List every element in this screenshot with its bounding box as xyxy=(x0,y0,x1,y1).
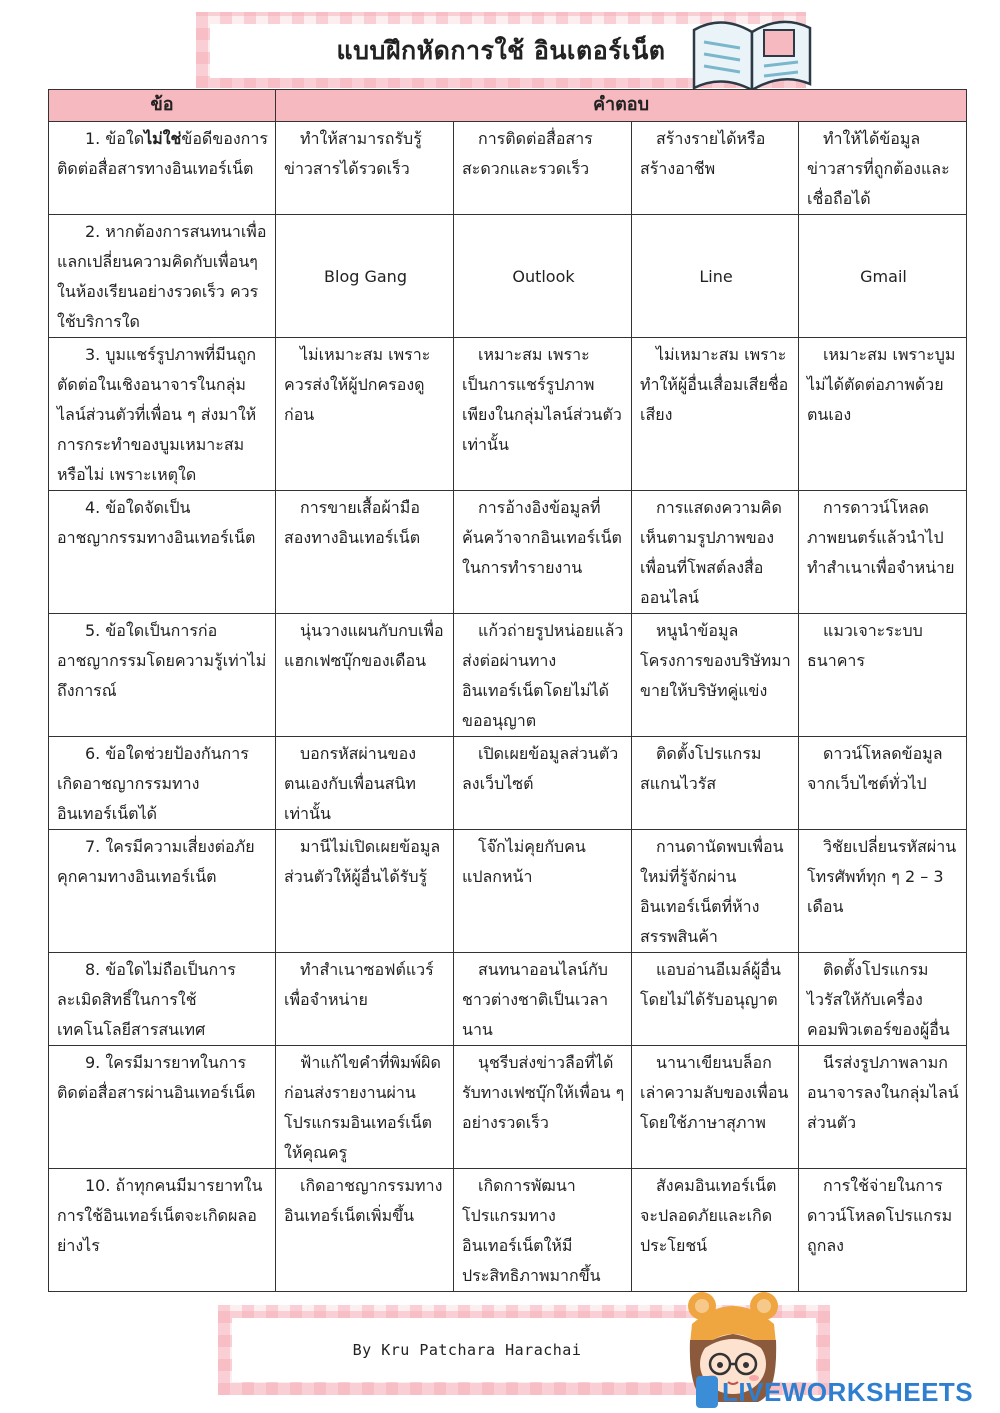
answer-option[interactable]: นุชรีบส่งข่าวลือที่ได้รับทางเฟซบุ๊กให้เพื่อน ๆ อย่างรวดเร็ว xyxy=(454,1046,632,1169)
answer-option[interactable]: Blog Gang xyxy=(276,215,454,338)
header-answer: คำตอบ xyxy=(276,90,967,122)
answer-option[interactable]: ดาวน์โหลดข้อมูลจากเว็บไซต์ทั่วไป xyxy=(799,737,967,830)
answer-option[interactable]: ไม่เหมาะสม เพราะควรส่งให้ผู้ปกครองดูก่อน xyxy=(276,338,454,491)
table-row xyxy=(49,1169,967,1292)
answer-option[interactable]: สังคมอินเทอร์เน็ตจะปลอดภัยและเกิดประโยชน์ xyxy=(632,1169,799,1292)
answer-option[interactable]: ติดตั้งโปรแกรมสแกนไวรัส xyxy=(632,737,799,830)
question-2: 2. หากต้องการสนทนาเพื่อแลกเปลี่ยนความคิดกับเพื่อนๆ ในห้องเรียนอย่างรวดเร็ว ควรใช้บริการใด xyxy=(49,215,276,338)
answer-option[interactable]: แก้วถ่ายรูปหน่อยแล้วส่งต่อผ่านทางอินเทอร์เน็ตโดยไม่ได้ขออนุญาต xyxy=(454,614,632,737)
answer-option[interactable]: นานาเขียนบล็อกเล่าความลับของเพื่อนโดยใช้ภาษาสุภาพ xyxy=(632,1046,799,1169)
question-3: 3. บูมแชร์รูปภาพที่มีนถูกตัดต่อในเชิงอนาจารในกลุ่มไลน์ส่วนตัวที่เพื่อน ๆ ส่งมาให้ การกระทำของบูมเหมาะสมหรือไม่ เพราะเหตุใด xyxy=(49,338,276,491)
answer-option[interactable]: การแสดงความคิดเห็นตามรูปภาพของเพื่อนที่โพสต์ลงสื่อออนไลน์ xyxy=(632,491,799,614)
question-1-emphasis: ไม่ใช่ xyxy=(144,129,182,148)
table-header-row xyxy=(49,90,967,122)
answer-option[interactable]: บอกรหัสผ่านของตนเองกับเพื่อนสนิทเท่านั้น xyxy=(276,737,454,830)
answer-option[interactable]: ฟ้าแก้ไขคำที่พิมพ์ผิดก่อนส่งรายงานผ่านโปรแกรมอินเทอร์เน็ตให้คุณครู xyxy=(276,1046,454,1169)
answer-option[interactable]: นีรส่งรูปภาพลามกอนาจารลงในกลุ่มไลน์ส่วนตัว xyxy=(799,1046,967,1169)
liveworksheets-watermark xyxy=(696,1374,996,1410)
answer-option[interactable]: เกิดการพัฒนาโปรแกรมทางอินเทอร์เน็ตให้มีประสิทธิภาพมากขึ้น xyxy=(454,1169,632,1292)
answer-option[interactable]: Line xyxy=(632,215,799,338)
question-1-suffix: ข้อดีของการติดต่อสื่อสารทางอินเทอร์เน็ต xyxy=(57,129,268,178)
quiz-table xyxy=(48,89,967,1292)
answer-option[interactable]: วิชัยเปลี่ยนรหัสผ่านโทรศัพท์ทุก ๆ 2 – 3 เดือน xyxy=(799,830,967,953)
answer-option[interactable]: แอบอ่านอีเมล์ผู้อื่นโดยไม่ได้รับอนุญาต xyxy=(632,953,799,1046)
answer-option[interactable]: ทำให้ได้ข้อมูลข่าวสารที่ถูกต้องและเชื่อถือได้ xyxy=(799,122,967,215)
answer-option[interactable]: มานีไม่เปิดเผยข้อมูลส่วนตัวให้ผู้อื่นได้รับรู้ xyxy=(276,830,454,953)
answer-option[interactable]: Outlook xyxy=(454,215,632,338)
answer-option[interactable]: สนทนาออนไลน์กับชาวต่างชาติเป็นเวลานาน xyxy=(454,953,632,1046)
table-row xyxy=(49,338,967,491)
table-row xyxy=(49,491,967,614)
answer-option[interactable]: ไม่เหมาะสม เพราะทำให้ผู้อื่นเสื่อมเสียชื่อเสียง xyxy=(632,338,799,491)
answer-option[interactable]: การขายเสื้อผ้ามือสองทางอินเทอร์เน็ต xyxy=(276,491,454,614)
page-title: แบบฝึกหัดการใช้ อินเตอร์เน็ต xyxy=(336,36,666,65)
question-6: 6. ข้อใดช่วยป้องกันการเกิดอาชญากรรมทางอินเทอร์เน็ตได้ xyxy=(49,737,276,830)
answer-option[interactable]: ทำสำเนาซอฟต์แวร์เพื่อจำหน่าย xyxy=(276,953,454,1046)
question-8: 8. ข้อใดไม่ถือเป็นการละเมิดสิทธิ์ในการใช้เทคโนโลยีสารสนเทศ xyxy=(49,953,276,1046)
question-5: 5. ข้อใดเป็นการก่ออาชญากรรมโดยความรู้เท่าไม่ถึงการณ์ xyxy=(49,614,276,737)
answer-option[interactable]: การดาวน์โหลดภาพยนตร์แล้วนำไปทำสำเนาเพื่อจำหน่าย xyxy=(799,491,967,614)
answer-option[interactable]: แมวเจาะระบบธนาคาร xyxy=(799,614,967,737)
question-9: 9. ใครมีมารยาทในการติดต่อสื่อสารผ่านอินเทอร์เน็ต xyxy=(49,1046,276,1169)
answer-option[interactable]: การใช้จ่ายในการดาวน์โหลดโปรแกรมถูกลง xyxy=(799,1169,967,1292)
table-row xyxy=(49,215,967,338)
answer-option[interactable]: กานดานัดพบเพื่อนใหม่ที่รู้จักผ่านอินเทอร์เน็ตที่ห้างสรรพสินค้า xyxy=(632,830,799,953)
answer-option[interactable]: ติดตั้งโปรแกรมไวรัสให้กับเครื่องคอมพิวเตอร์ของผู้อื่น xyxy=(799,953,967,1046)
table-row xyxy=(49,122,967,215)
answer-option[interactable]: หนูนำข้อมูลโครงการของบริษัทมาขายให้บริษัทคู่แข่ง xyxy=(632,614,799,737)
answer-option[interactable]: เปิดเผยข้อมูลส่วนตัวลงเว็บไซต์ xyxy=(454,737,632,830)
answer-option[interactable]: เหมาะสม เพราะบูมไม่ได้ตัดต่อภาพด้วยตนเอง xyxy=(799,338,967,491)
table-row xyxy=(49,737,967,830)
answer-option[interactable]: โจ๊กไม่คุยกับคนแปลกหน้า xyxy=(454,830,632,953)
table-row xyxy=(49,953,967,1046)
question-1 xyxy=(49,122,276,215)
answer-option[interactable]: เกิดอาชญากรรมทางอินเทอร์เน็ตเพิ่มขึ้น xyxy=(276,1169,454,1292)
table-row xyxy=(49,614,967,737)
question-7: 7. ใครมีความเสี่ยงต่อภัยคุกคามทางอินเทอร์เน็ต xyxy=(49,830,276,953)
header-item: ข้อ xyxy=(49,90,276,122)
answer-option[interactable]: เหมาะสม เพราะเป็นการแชร์รูปภาพเพียงในกลุ่มไลน์ส่วนตัวเท่านั้น xyxy=(454,338,632,491)
question-4: 4. ข้อใดจัดเป็นอาชญากรรมทางอินเทอร์เน็ต xyxy=(49,491,276,614)
table-row xyxy=(49,830,967,953)
answer-option[interactable]: สร้างรายได้หรือสร้างอาชีพ xyxy=(632,122,799,215)
question-1-prefix: 1. ข้อใด xyxy=(85,129,145,148)
answer-option[interactable]: การติดต่อสื่อสารสะดวกและรวดเร็ว xyxy=(454,122,632,215)
liveworksheets-logo-icon xyxy=(696,1376,718,1408)
answer-option[interactable]: การอ้างอิงข้อมูลที่ค้นคว้าจากอินเทอร์เน็ตในการทำรายงาน xyxy=(454,491,632,614)
watermark-text: LIVEWORKSHEETS xyxy=(722,1376,974,1407)
author-credit: By Kru Patchara Harachai xyxy=(352,1341,582,1359)
question-10: 10. ถ้าทุกคนมีมารยาทในการใช้อินเทอร์เน็ตจะเกิดผลอย่างไร xyxy=(49,1169,276,1292)
book-icon xyxy=(688,10,816,96)
table-row xyxy=(49,1046,967,1169)
answer-option[interactable]: นุ่นวางแผนกับกบเพื่อแฮกเฟซบุ๊กของเดือน xyxy=(276,614,454,737)
answer-option[interactable]: Gmail xyxy=(799,215,967,338)
answer-option[interactable]: ทำให้สามารถรับรู้ข่าวสารได้รวดเร็ว xyxy=(276,122,454,215)
